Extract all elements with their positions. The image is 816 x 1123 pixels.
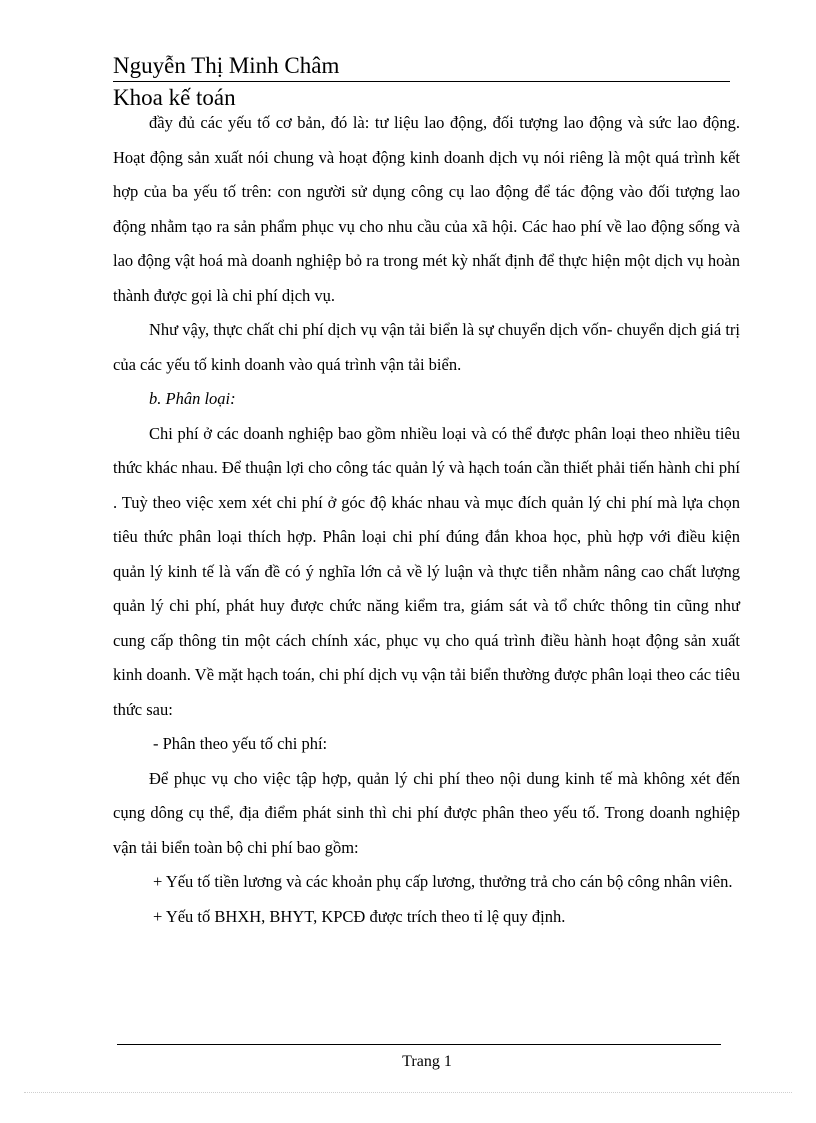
page-header xyxy=(113,52,730,112)
paragraph-classification: Chi phí ở các doanh nghiệp bao gồm nhiều loại và có thể được phân loại theo nhiều tiêu thức khác nhau. Để thuận lợi cho công tác quản lý và hạch toán cần thiết phải tiến hành chi phí . Tuỳ theo việc xem xét chi phí ở góc độ khác nhau và mục đích quản lý chi phí mà lựa chọn tiêu thức phân loại thích hợp. Phân loại chi phí đúng đắn khoa học, phù hợp với điều kiện quản lý kinh tế là vấn đề có ý nghĩa lớn cả về lý luận và thực tiễn nhằm nâng cao chất lượng quản lý chi phí, phát huy được chức năng kiểm tra, giám sát và tổ chức thông tin cũng như cung cấp thông tin một cách chính xác, phục vụ cho quá trình điều hành hoạt động sản xuất kinh doanh. Về mặt hạch toán, chi phí dịch vụ vận tải biển thường được phân loại theo các tiêu thức sau: xyxy=(113,423,740,719)
section-heading-classification: b. Phân loại: xyxy=(149,389,236,408)
list-item-insurance: + Yếu tố BHXH, BHYT, KPCĐ được trích theo tỉ lệ quy định. xyxy=(153,906,566,926)
paragraph-intro-continued: đầy đủ các yếu tố cơ bản, đó là: tư liệu lao động, đối tượng lao động và sức lao động. Hoạt động sản xuất nói chung và hoạt động kinh doanh dịch vụ nói riêng là một quá trình kết hợp của ba yếu tố trên: con người sử dụng công cụ lao động để tác động vào đối tượng lao động nhằm tạo ra sản phẩm phục vụ cho nhu cầu của xã hội. Các hao phí về lao động sống và lao động vật hoá mà doanh nghiệp bỏ ra trong mét kỳ nhất định để thực hiện một dịch vụ hoàn thành được gọi là chi phí dịch vụ. xyxy=(113,113,740,305)
paragraph-definition: Như vậy, thực chất chi phí dịch vụ vận tải biển là sự chuyển dịch vốn- chuyển dịch giá trị của các yếu tố kinh doanh vào quá trình vận tải biển. xyxy=(113,320,740,374)
header-department: Khoa kế toán xyxy=(113,85,236,110)
page-number: Trang 1 xyxy=(402,1053,452,1070)
subheading-by-cost-element: - Phân theo yếu tố chi phí: xyxy=(153,734,328,753)
document-body xyxy=(113,106,740,934)
footer-divider xyxy=(117,1044,721,1045)
paragraph-cost-elements: Để phục vụ cho việc tập hợp, quản lý chi phí theo nội dung kinh tế mà không xét đến cụng dông cụ thể, địa điểm phát sinh thì chi phí được phân theo yếu tố. Trong doanh nghiệp vận tải biển toàn bộ chi phí bao gồm: xyxy=(113,768,740,857)
page-bottom-edge xyxy=(24,1092,792,1093)
header-author: Nguyễn Thị Minh Châm xyxy=(113,52,730,82)
list-item-wages: + Yếu tố tiền lương và các khoản phụ cấp lương, thưởng trả cho cán bộ công nhân viên. xyxy=(153,872,733,891)
